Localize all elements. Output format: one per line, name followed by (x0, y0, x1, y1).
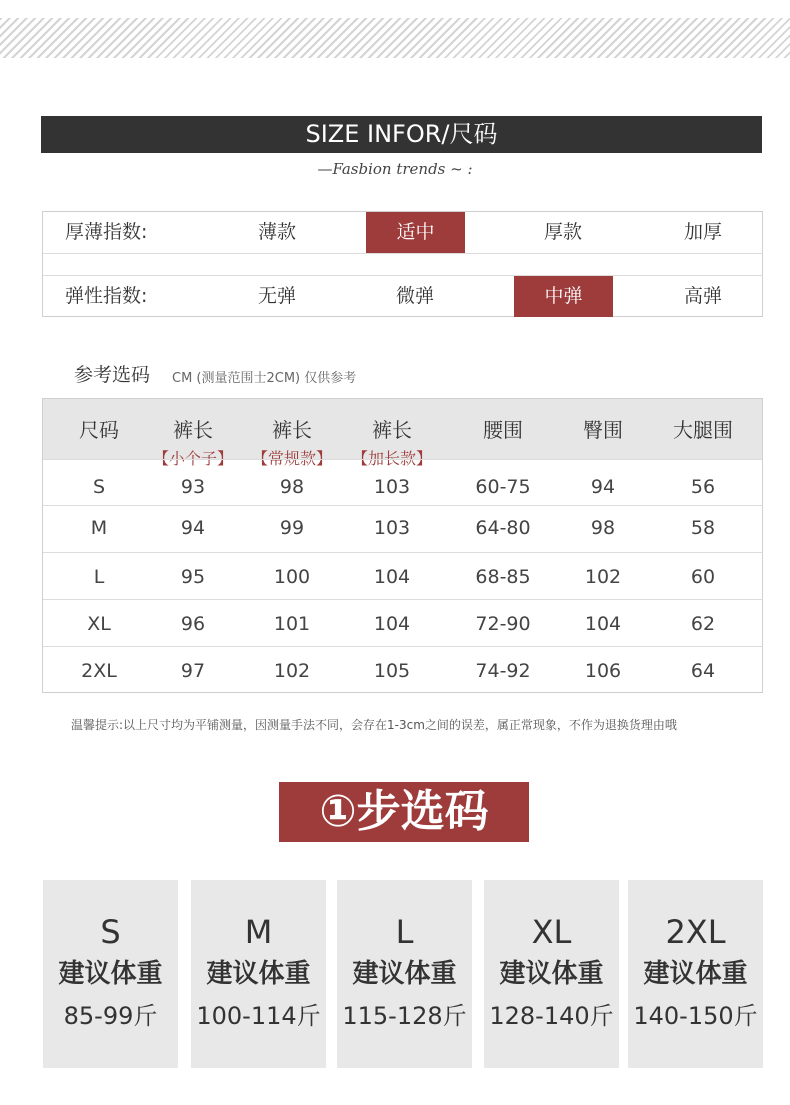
cell-hip: 98 (590, 517, 616, 539)
card-size: 2XL (665, 913, 726, 951)
cell-hip: 94 (590, 476, 616, 498)
cell-length-long: 104 (373, 566, 411, 588)
elasticity-option-high: 高弹 (683, 285, 722, 307)
size-table (42, 398, 763, 693)
card-label: 建议体重 (499, 959, 604, 989)
elasticity-option-none: 无弹 (257, 285, 296, 307)
table-row (43, 552, 762, 599)
card-weight: 85-99斤 (63, 1002, 158, 1030)
card-size: M (244, 913, 273, 951)
reference-title: 参考选码 (74, 364, 151, 386)
card-weight: 128-140斤 (489, 1002, 614, 1030)
cell-length-petite: 95 (180, 566, 206, 588)
elasticity-option-slight: 微弹 (395, 285, 434, 307)
card-weight: 100-114斤 (196, 1002, 321, 1030)
cell-thigh: 58 (690, 517, 716, 539)
thickness-index-label: 厚薄指数: (65, 221, 148, 243)
thickness-option-thick: 厚款 (543, 221, 582, 243)
cell-length-petite: 97 (180, 660, 206, 682)
header-thigh: 大腿围 (673, 418, 733, 442)
fabric-index-panel (42, 211, 763, 317)
cell-thigh: 64 (690, 660, 716, 682)
cell-size: XL (87, 613, 111, 635)
step-banner: ①步选码 (279, 782, 529, 842)
cell-waist: 72-90 (475, 613, 531, 635)
cell-hip: 104 (584, 613, 622, 635)
header-length-regular: 裤长 (272, 418, 312, 442)
sub-header-regular: 【常规款】 (251, 449, 332, 468)
header-length-long: 裤长 (372, 418, 412, 442)
header-hip: 臀围 (583, 418, 623, 442)
elasticity-option-medium-selected: 中弹 (514, 276, 613, 317)
cell-thigh: 56 (690, 476, 716, 498)
card-label: 建议体重 (58, 959, 163, 989)
cell-length-regular: 98 (279, 476, 305, 498)
cell-hip: 102 (584, 566, 622, 588)
cell-waist: 60-75 (475, 476, 531, 498)
cell-size: L (93, 566, 105, 588)
cell-size: 2XL (81, 660, 117, 682)
cell-length-petite: 96 (180, 613, 206, 635)
table-row (43, 646, 762, 692)
cell-length-long: 103 (373, 476, 411, 498)
cell-size: M (90, 517, 108, 539)
size-table-header (43, 399, 762, 468)
measurement-tip: 温馨提示:以上尺寸均为平铺测量，因测量手法不同，会存在1-3cm之间的误差，属正常现象，不作为退换货理由哦 (71, 718, 677, 732)
card-weight: 140-150斤 (633, 1002, 758, 1030)
table-row (43, 599, 762, 646)
weight-card-l (337, 880, 472, 1068)
cell-thigh: 62 (690, 613, 716, 635)
weight-card-s (43, 880, 178, 1068)
weight-card-xl (484, 880, 619, 1068)
elasticity-index-label: 弹性指数: (65, 285, 148, 307)
page-subtitle: —Fasbion trends ~ : (317, 160, 473, 178)
cell-length-long: 105 (373, 660, 411, 682)
sub-header-petite: 【小个子】 (152, 449, 233, 468)
elasticity-index-row (43, 276, 762, 317)
header-waist: 腰围 (483, 418, 523, 442)
thickness-option-thin: 薄款 (257, 221, 296, 243)
thickness-option-extra-thick: 加厚 (683, 221, 722, 243)
thickness-index-row (43, 212, 762, 253)
cell-length-petite: 93 (180, 476, 206, 498)
cell-length-long: 104 (373, 613, 411, 635)
cell-waist: 68-85 (475, 566, 531, 588)
weight-card-m (191, 880, 326, 1068)
divider (43, 253, 762, 254)
cell-waist: 64-80 (475, 517, 531, 539)
thickness-option-medium-selected: 适中 (366, 212, 465, 253)
header-size: 尺码 (79, 418, 119, 442)
cell-length-long: 103 (373, 517, 411, 539)
cell-length-regular: 100 (273, 566, 311, 588)
page-title: SIZE INFOR/尺码 (41, 116, 762, 153)
card-size: XL (531, 913, 572, 951)
decorative-stripe-band (0, 18, 790, 58)
cell-size: S (92, 476, 106, 498)
cell-length-regular: 101 (273, 613, 311, 635)
card-label: 建议体重 (352, 959, 457, 989)
cell-waist: 74-92 (475, 660, 531, 682)
card-size: L (395, 913, 414, 951)
table-row (43, 505, 762, 552)
card-label: 建议体重 (206, 959, 311, 989)
cell-length-petite: 94 (180, 517, 206, 539)
card-size: S (100, 913, 121, 951)
header-length-petite: 裤长 (173, 418, 213, 442)
table-row (43, 459, 762, 505)
card-label: 建议体重 (643, 959, 748, 989)
card-weight: 115-128斤 (342, 1002, 467, 1030)
reference-note: CM (测量范围士2CM) 仅供参考 (172, 371, 357, 386)
cell-hip: 106 (584, 660, 622, 682)
weight-card-2xl (628, 880, 763, 1068)
cell-thigh: 60 (690, 566, 716, 588)
cell-length-regular: 99 (279, 517, 305, 539)
sub-header-long: 【加长款】 (351, 449, 432, 468)
cell-length-regular: 102 (273, 660, 311, 682)
